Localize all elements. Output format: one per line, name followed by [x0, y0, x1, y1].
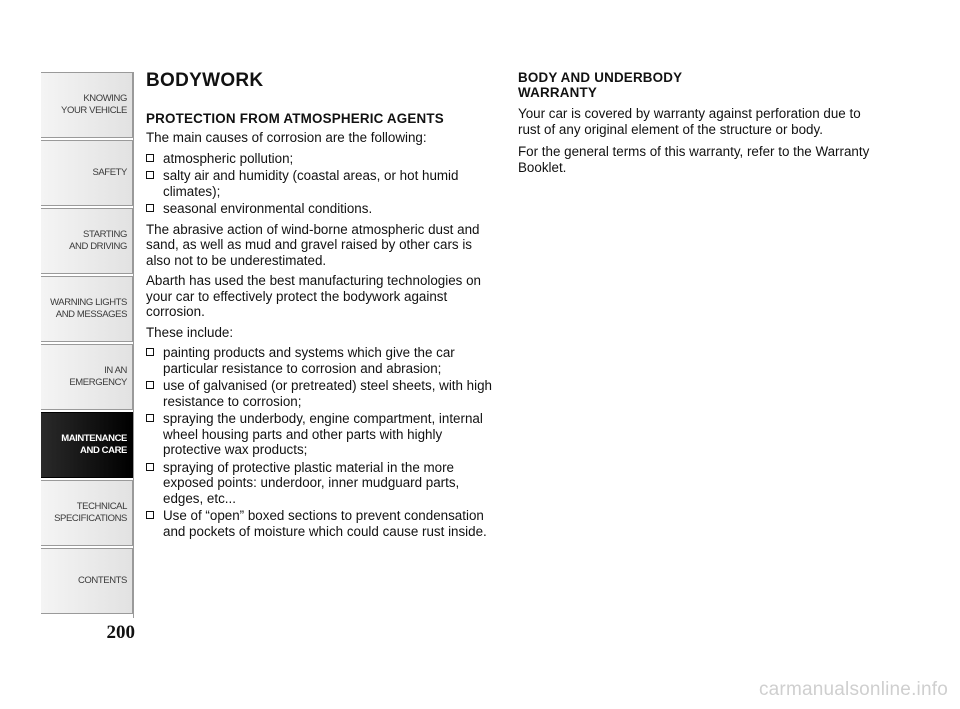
list-item: atmospheric pollution; [146, 151, 498, 167]
tab-in-an-emergency[interactable]: IN AN EMERGENCY [41, 344, 133, 410]
list-item: Use of “open” boxed sections to prevent condensation and pockets of moisture which could cause rust inside. [146, 508, 498, 539]
tab-safety[interactable]: SAFETY [41, 140, 133, 206]
list-item: use of galvanised (or pretreated) steel sheets, with high resistance to corrosion; [146, 378, 498, 409]
warranty-paragraph: Your car is covered by warranty against perforation due to rust of any original element of the structure or body. [518, 106, 861, 137]
checkbox-bullet-icon [146, 463, 154, 471]
tab-contents[interactable]: CONTENTS [41, 548, 133, 614]
list-item: painting products and systems which give the car particular resistance to corrosion and abrasion; [146, 345, 498, 376]
abrasive-paragraph: The abrasive action of wind-borne atmospheric dust and sand, as well as mud and gravel raised by other cars is also not to be underestimated. [146, 221, 480, 268]
subhead-warranty: BODY AND UNDERBODY WARRANTY [518, 70, 683, 100]
watermark: carmanualsonline.info [758, 679, 948, 700]
technologies-paragraph: Abarth has used the best manufacturing technologies on your car to effectively protect the bodywork against corrosion. [146, 273, 481, 319]
checkbox-bullet-icon [146, 381, 154, 389]
checkbox-bullet-icon [146, 204, 154, 212]
tab-knowing-your-vehicle[interactable]: KNOWING YOUR VEHICLE [41, 72, 133, 138]
tab-technical-specifications[interactable]: TECHNICAL SPECIFICATIONS [41, 480, 133, 546]
measures-list [146, 345, 498, 539]
causes-list [146, 151, 498, 217]
tab-strip-divider [133, 72, 134, 618]
tab-starting-and-driving[interactable]: STARTING AND DRIVING [41, 208, 133, 274]
intro-paragraph: The main causes of corrosion are the following: [146, 130, 427, 145]
right-column [518, 70, 870, 180]
checkbox-bullet-icon [146, 154, 154, 162]
list-item: salty air and humidity (coastal areas, or hot humid climates); [146, 168, 498, 199]
chapter-tabs [41, 72, 133, 616]
tab-warning-lights-and-messages[interactable]: WARNING LIGHTS AND MESSAGES [41, 276, 133, 342]
list-item: spraying of protective plastic material in the more exposed points: underdoor, inner mudguard parts, edges, etc... [146, 460, 498, 507]
page-number: 200 [106, 622, 135, 643]
left-column [146, 70, 498, 544]
section-title: BODYWORK [146, 70, 264, 91]
subhead-atmospheric-agents: PROTECTION FROM ATMOSPHERIC AGENTS [146, 111, 444, 126]
these-include-paragraph: These include: [146, 324, 234, 340]
checkbox-bullet-icon [146, 171, 154, 179]
checkbox-bullet-icon [146, 348, 154, 356]
list-item: seasonal environmental conditions. [146, 201, 498, 217]
tab-maintenance-and-care[interactable]: MAINTENANCE AND CARE [41, 412, 133, 478]
list-item: spraying the underbody, engine compartment, internal wheel housing parts and other parts with highly protective wax products; [146, 411, 498, 458]
checkbox-bullet-icon [146, 414, 154, 422]
checkbox-bullet-icon [146, 511, 154, 519]
warranty-terms-paragraph: For the general terms of this warranty, refer to the Warranty Booklet. [518, 144, 870, 175]
